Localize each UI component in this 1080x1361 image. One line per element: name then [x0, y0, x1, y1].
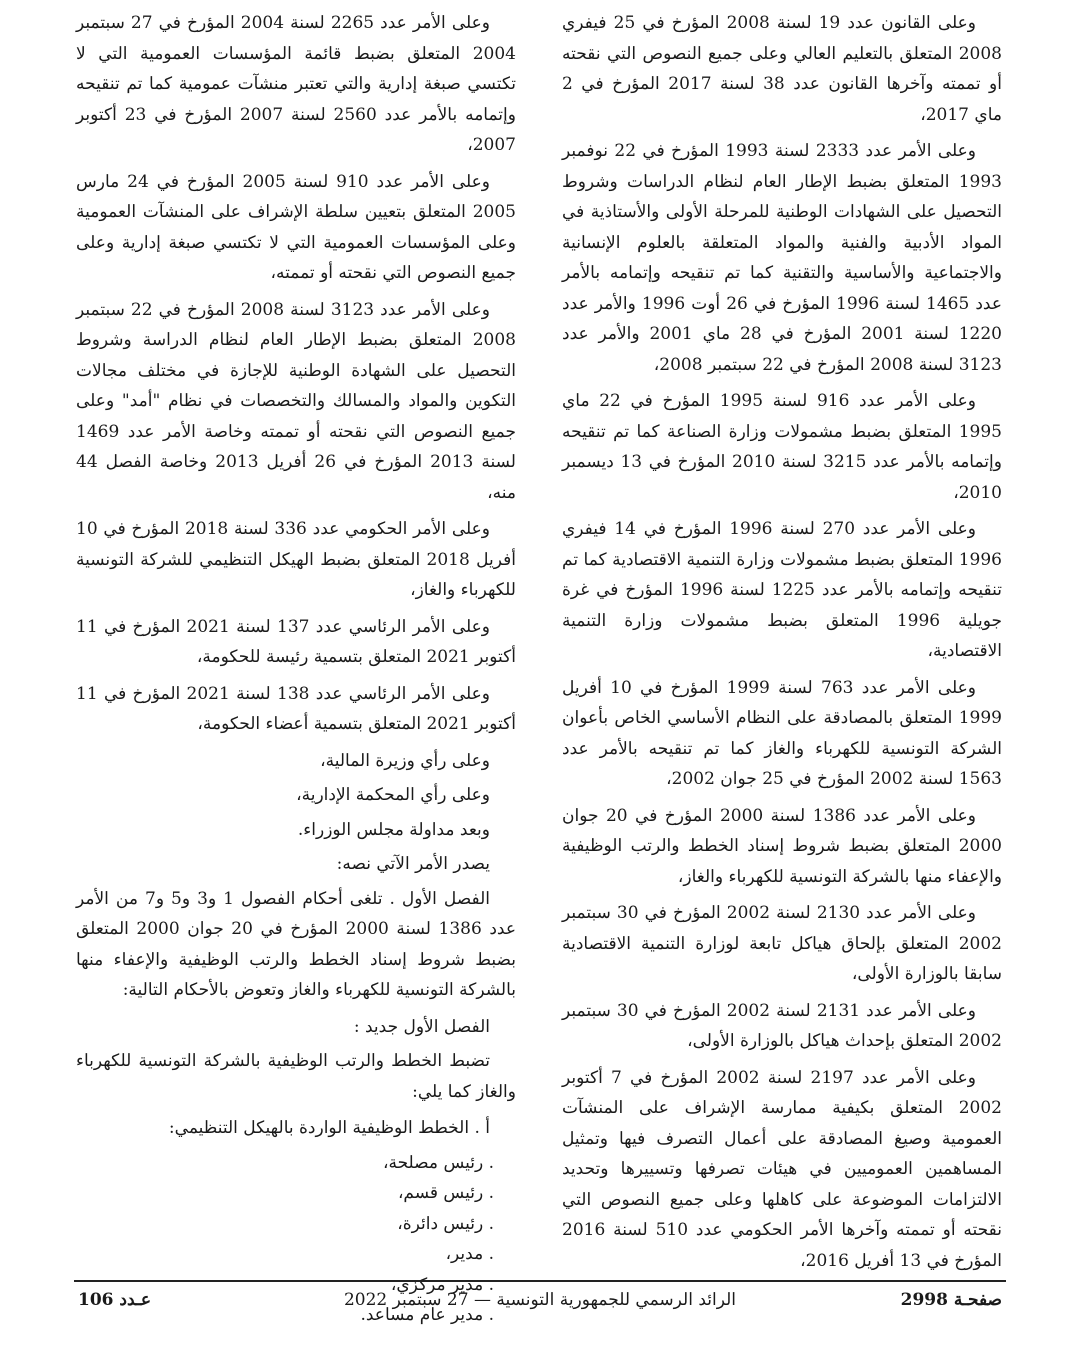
paragraph: وعلى الأمر الرئاسي عدد 138 لسنة 2021 المؤرخ في 11 أكتوبر 2021 المتعلق بتسمية أعضاء الحكومة، [76, 683, 516, 734]
paragraph: وعلى الأمر عدد 2265 لسنة 2004 المؤرخ في 27 سبتمبر 2004 المتعلق بضبط قائمة المؤسسات العمومية التي لا تكتسي صبغة إدارية والتي تعتبر منشآت عمومية كما تم تنقيحه وإتمامه بالأمر عدد 2560 لسنة 2007 المؤرخ في 23 أكتوبر 2007، [76, 13, 516, 155]
paragraph: وعلى الأمر الرئاسي عدد 137 لسنة 2021 المؤرخ في 11 أكتوبر 2021 المتعلق بتسمية رئيسة للحكومة، [76, 616, 516, 667]
gazette-title [74, 1290, 1006, 1310]
paragraph: وعلى الأمر عدد 910 لسنة 2005 المؤرخ في 24 مارس 2005 المتعلق بتعيين سلطة الإشراف على المنشآت العمومية وعلى المؤسسات العمومية التي لا تكتسي صبغة إدارية وعلى جميع النصوص التي نقحته أو تممته، [76, 171, 516, 283]
list-item: . رئيس مصلحة، [382, 1152, 494, 1173]
paragraph: وعلى رأي وزيرة المالية، [320, 750, 490, 771]
list-heading: أ . الخطط الوظيفية الواردة بالهيكل التنظيمي: [168, 1118, 490, 1138]
footer-divider [74, 1280, 1006, 1282]
list-item: . مدير، [445, 1244, 494, 1264]
page-footer [74, 1290, 1006, 1320]
list-item: . رئيس قسم، [397, 1183, 494, 1203]
article-one-new-heading: الفصل الأول جديد : [353, 1016, 490, 1037]
paragraph: وعلى رأي المحكمة الإدارية، [296, 785, 490, 805]
paragraph: وعلى الأمر عدد 2130 لسنة 2002 المؤرخ في 30 سبتمبر 2002 المتعلق بإلحاق هياكل تابعة لوزارة التنمية الاقتصادية سابقا بالوزارة الأولى، [562, 903, 1002, 984]
paragraph: وعلى الأمر عدد 2333 لسنة 1993 المؤرخ في 22 نوفمبر 1993 المتعلق بضبط الإطار العام لنظام الدراسات وشروط التحصيل على الشهادات الوطنية للمرحلة الأولى والأستاذية في المواد الأدبية والفنية والمواد المتعلقة بالعلوم الإنسانية والاجتماعية والأساسية والتقنية كما تم تنقيحه وإتمامه بالأمر عدد 1465 لسنة 1996 المؤرخ في 26 أوت 1996 والأمر عدد 1220 لسنة 2001 المؤرخ في 28 ماي 2001 والأمر عدد 3123 لسنة 2008 المؤرخ في 22 سبتمبر 2008، [562, 141, 1002, 375]
paragraph: وعلى الأمر عدد 1386 لسنة 2000 المؤرخ في 20 جوان 2000 المتعلق بضبط شروط إسناد الخطط والرتب الوظيفية والإعفاء منها بالشركة التونسية للكهرباء والغاز، [562, 805, 1002, 887]
paragraph: وعلى الأمر عدد 2131 لسنة 2002 المؤرخ في 30 سبتمبر 2002 المتعلق بإحداث هياكل بالوزارة الأولى، [562, 1000, 1002, 1051]
paragraph: يصدر الأمر الآتي نصه: [336, 854, 490, 874]
gazette-title-text: الرائد الرسمي للجمهورية التونسية — 27 سبتمبر 2022 [343, 1290, 736, 1310]
paragraph: وعلى الأمر عدد 916 لسنة 1995 المؤرخ في 22 ماي 1995 المتعلق بضبط مشمولات وزارة الصناعة كما تم تنقيحه وإتمامه بالأمر عدد 3215 لسنة 2010 المؤرخ في 13 ديسمبر 2010، [562, 391, 1002, 503]
paragraph: وعلى الأمر عدد 2197 لسنة 2002 المؤرخ في 7 أكتوبر 2002 المتعلق بكيفية ممارسة الإشراف على المنشآت العمومية وصيغ المصادقة على أعمال التصرف فيها وتمثيل المساهمين العموميين في هيئات تصرفها وتسييرها وتحديد الالتزامات الموضوعة على كاهلها وعلى جميع النصوص التي نقحته أو تممته وآخرها الأمر الحكومي عدد 510 لسنة 2016 المؤرخ في 13 أفريل 2016، [562, 1067, 1002, 1271]
issue-number: عـدد 106 [78, 1290, 152, 1310]
paragraph: وعلى الأمر عدد 763 لسنة 1999 المؤرخ في 10 أفريل 1999 المتعلق بالمصادقة على النظام الأساسي الخاص بأعوان الشركة التونسية للكهرباء والغاز كما تم تنقيحه بالأمر عدد 1563 لسنة 2002 المؤرخ في 25 جوان 2002، [562, 677, 1002, 789]
paragraph: وعلى الأمر عدد 3123 لسنة 2008 المؤرخ في 22 سبتمبر 2008 المتعلق بضبط الإطار العام لنظام الدراسة وشروط التحصيل على الشهادة الوطنية للإجازة في مختلف مجالات التكوين والمواد والمسالك والتخصصات في نظام "أمد" وعلى جميع النصوص التي نقحته أو تممته وخاصة الأمر عدد 1469 لسنة 2013 المؤرخ في 26 أفريل 2013 وخاصة الفصل 44 منه، [76, 299, 516, 503]
page-number: صفحـة 2998 [900, 1290, 1002, 1310]
list-item: . مدير مركزي، [390, 1274, 494, 1295]
paragraph: وعلى الأمر عدد 270 لسنة 1996 المؤرخ في 14 فيفري 1996 المتعلق بضبط مشمولات وزارة التنمية الاقتصادية كما تم تنقيحه وإتمامه بالأمر عدد 1225 لسنة 1996 المؤرخ في غرة جويلية 1996 المتعلق بضبط مشمولات وزارة التنمية الاقتصادية، [562, 519, 1002, 661]
paragraph: وعلى القانون عدد 19 لسنة 2008 المؤرخ في 25 فيفري 2008 المتعلق بالتعليم العالي وعلى جميع النصوص التي نقحته أو تممته وآخرها القانون عدد 38 لسنة 2017 المؤرخ في 2 ماي 2017، [562, 13, 1002, 125]
article-one: الفصل الأول . تلغى أحكام الفصول 1 و3 و5 و7 من الأمر عدد 1386 لسنة 2000 المؤرخ في 20 جوان 2000 المتعلق بضبط شروط إسناد الخطط والرتب الوظيفية والإعفاء منها بالشركة التونسية للكهرباء والغاز وتعوض بالأحكام التالية: [76, 888, 516, 1000]
list-item: . رئيس دائرة، [397, 1213, 494, 1234]
right-column [562, 8, 1002, 1282]
paragraph: وبعد مداولة مجلس الوزراء. [297, 819, 490, 840]
list-item: . مدير عام مساعد. [360, 1305, 494, 1325]
left-column [76, 8, 516, 1331]
paragraph: تضبط الخطط والرتب الوظيفية بالشركة التونسية للكهرباء والغاز كما يلي: [76, 1051, 516, 1102]
paragraph: وعلى الأمر الحكومي عدد 336 لسنة 2018 المؤرخ في 10 أفريل 2018 المتعلق بضبط الهيكل التنظيمي للشركة التونسية للكهرباء والغاز، [76, 519, 516, 600]
